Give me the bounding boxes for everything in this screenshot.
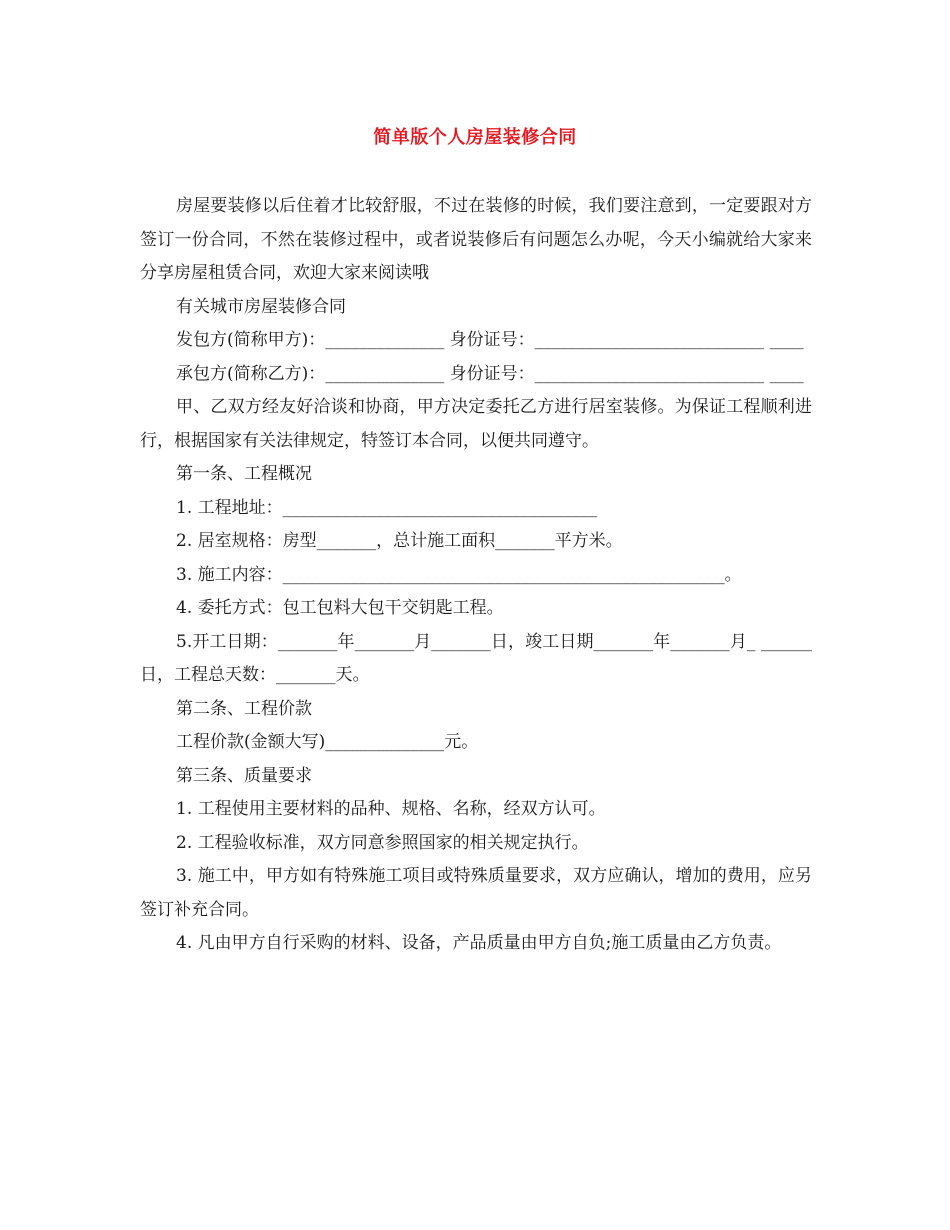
intro-paragraph: 房屋要装修以后住着才比较舒服，不过在装修的时候，我们要注意到，一定要跟对方签订一份合同，不然在装修过程中，或者说装修后有问题怎么办呢，今天小编就给大家来分享房屋租赁合同，欢迎大家来阅读哦 bbox=[140, 196, 812, 283]
article-3-heading: 第三条、质量要求 bbox=[176, 765, 312, 786]
party-b-line: 承包方(简称乙方)：______________ 身份证号：___________________________ ____ bbox=[176, 363, 804, 384]
article-3-item-1: 1. 工程使用主要材料的品种、规格、名称，经双方认可。 bbox=[176, 799, 606, 819]
agreement-paragraph: 甲、乙双方经友好洽谈和协商，甲方决定委托乙方进行居室装修。为保证工程顺利进行，根据国家有关法律规定，特签订本合同，以便共同遵守。 bbox=[140, 397, 812, 451]
article-3-item-2: 2. 工程验收标准，双方同意参照国家的相关规定执行。 bbox=[176, 832, 589, 853]
party-a-line: 发包方(简称甲方)：______________ 身份证号：___________________________ ____ bbox=[176, 330, 804, 350]
article-3-item-3: 3. 施工中，甲方如有特殊施工项目或特殊质量要求，双方应确认，增加的费用，应另签订补充合同。 bbox=[140, 866, 812, 920]
article-2-heading: 第二条、工程价款 bbox=[176, 698, 312, 719]
document-body bbox=[140, 190, 812, 961]
contract-heading: 有关城市房屋装修合同 bbox=[176, 296, 346, 317]
article-1-item-5: 5.开工日期：_______年_______月_______日，竣工日期_______年_______月_ ______日，工程总天数：_______天。 bbox=[140, 631, 812, 685]
article-1-heading: 第一条、工程概况 bbox=[176, 464, 312, 484]
article-1-item-1: 1. 工程地址：_____________________________________ bbox=[176, 497, 598, 518]
article-1-item-4: 4. 委托方式：包工包料大包干交钥匙工程。 bbox=[176, 598, 504, 618]
article-1-item-2: 2. 居室规格：房型_______，总计施工面积_______平方米。 bbox=[176, 531, 623, 551]
article-3-item-4: 4. 凡由甲方自行采购的材料、设备，产品质量由甲方自负;施工质量由乙方负责。 bbox=[176, 933, 782, 953]
article-2-price: 工程价款(金额大写)______________元。 bbox=[176, 732, 479, 752]
article-1-item-3: 3. 施工内容：____________________________________________________。 bbox=[176, 564, 742, 585]
document-title: 简单版个人房屋装修合同 bbox=[373, 127, 577, 148]
